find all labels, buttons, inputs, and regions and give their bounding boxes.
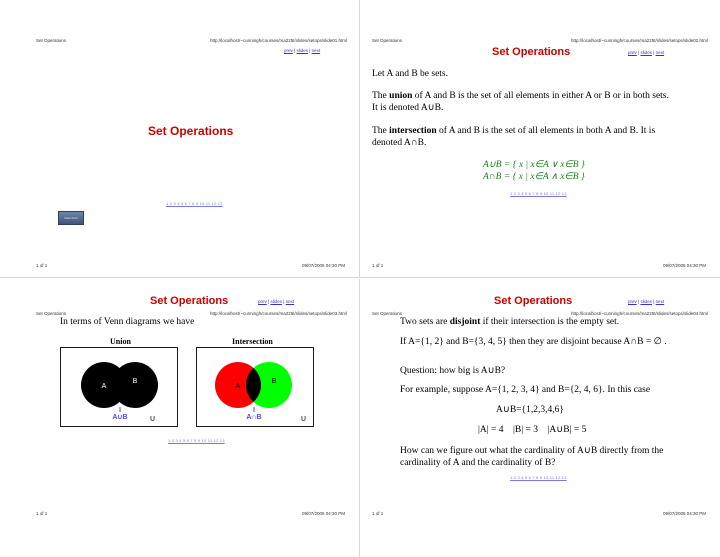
slide-nav: prev | slides | next (258, 299, 295, 304)
next-link[interactable]: next (655, 50, 665, 55)
print-header-url: http://localhost/~cunningh/courses/ma225t/slides/setops/slide01.html (210, 38, 347, 43)
slide-pager[interactable]: 1 2 3 4 5 6 7 8 9 10 11 12 13 (510, 475, 567, 480)
slides-link[interactable]: slides (270, 299, 282, 304)
print-footer-page: 1 of 1 (372, 263, 384, 268)
print-header-title: Set Operations (372, 311, 403, 316)
union-venn-diagram (60, 347, 178, 427)
logo-image: MassTech (58, 211, 84, 225)
venn-intro: In terms of Venn diagrams we have (60, 317, 195, 327)
set-b-circle (112, 362, 158, 408)
cardinality-values: |A| = 4 |B| = 3 |A∪B| = 5 (478, 425, 587, 435)
paragraph-cardinality-question: How can we figure out what the cardinality of A∪B directly from the cardinality of A and the cardinality of B? (400, 446, 664, 468)
universe-label: U (301, 416, 307, 423)
slide-pager[interactable]: 1 2 3 4 5 6 7 8 9 10 11 12 13 (166, 201, 223, 206)
next-link[interactable]: next (655, 299, 665, 304)
set-b-label: B (132, 378, 138, 385)
paragraph-union: The union of A and B is the set of all elements in either A or B or in both sets. It is denoted A∪B. (372, 91, 669, 113)
print-footer-timestamp: 09/07/2005 04:30 PM (301, 263, 345, 268)
prev-link[interactable]: prev (628, 50, 637, 55)
print-footer-timestamp: 09/07/2005 04:30 PM (662, 511, 706, 516)
prev-link[interactable]: prev (284, 48, 293, 53)
set-a-label: A (101, 383, 107, 390)
slide-nav: prev | slides | next (284, 48, 321, 53)
print-header-url: http://localhost/~cunningh/courses/ma225t/slides/setops/slide03.html (210, 311, 347, 316)
slide-page-4 (360, 279, 720, 557)
print-footer-timestamp: 09/07/2005 04:30 PM (301, 511, 345, 516)
print-header-title: Set Operations (36, 311, 67, 316)
union-definition: A∪B = { x | x∈A ∨ x∈B } (483, 160, 585, 170)
paragraph-disjoint: Two sets are disjoint if their intersection is the empty set. (400, 317, 620, 327)
slides-link[interactable]: slides (640, 50, 652, 55)
prev-link[interactable]: prev (628, 299, 637, 304)
print-header-title: Set Operations (372, 38, 403, 43)
intersection-result-label: A∩B (246, 414, 262, 421)
slide-title: Set Operations (494, 295, 573, 307)
print-footer-page: 1 of 1 (36, 263, 48, 268)
universe-label: U (150, 416, 156, 423)
print-footer-page: 1 of 1 (372, 511, 384, 516)
slides-link[interactable]: slides (296, 48, 308, 53)
slide-pager[interactable]: 1 2 3 4 5 6 7 8 9 10 11 12 13 (168, 438, 225, 443)
slide-page-1 (0, 0, 360, 278)
print-footer-page: 1 of 1 (36, 511, 48, 516)
print-footer-timestamp: 09/07/2005 04:30 PM (662, 263, 706, 268)
paragraph-intersection: The intersection of A and B is the set of all elements in both A and B. It is denoted A∩B. (372, 126, 656, 148)
slide-page-3 (0, 279, 360, 557)
intersection-label: Intersection (232, 337, 273, 346)
slide-nav: prev | slides | next (628, 50, 665, 55)
slides-link[interactable]: slides (640, 299, 652, 304)
union-result: A∪B={1,2,3,4,6} (496, 405, 564, 415)
union-result-label: A∪B (112, 414, 128, 421)
set-b-label: B (271, 378, 277, 385)
print-header-url: http://localhost/~cunningh/courses/ma225t/slides/setops/slide04.html (571, 311, 708, 316)
print-header-url: http://localhost/~cunningh/courses/ma225t/slides/setops/slide02.html (571, 38, 708, 43)
set-a-label: A (235, 383, 241, 390)
slide-page-2 (360, 0, 720, 278)
paragraph-question: Question: how big is A∪B? (400, 366, 506, 376)
slide-nav: prev | slides | next (628, 299, 665, 304)
prev-link[interactable]: prev (258, 299, 267, 304)
slide-pager[interactable]: 1 2 3 4 5 6 7 8 9 10 11 12 13 (510, 191, 567, 196)
next-link[interactable]: next (311, 48, 321, 53)
intersection-venn-diagram (196, 347, 314, 427)
intersection-definition: A∩B = { x | x∈A ∧ x∈B } (483, 172, 585, 182)
next-link[interactable]: next (285, 299, 295, 304)
slide-title: Set Operations (148, 124, 234, 138)
paragraph-example: For example, suppose A={1, 2, 3, 4} and B={2, 4, 6}. In this case (400, 385, 651, 395)
paragraph-sets: Let A and B be sets. (372, 69, 448, 79)
slide-title: Set Operations (492, 46, 571, 58)
paragraph-disjoint-example: If A={1, 2} and B={3, 4, 5} then they are disjoint because A∩B = ∅ . (400, 337, 667, 347)
slide-title: Set Operations (150, 295, 229, 307)
union-label: Union (110, 337, 131, 346)
print-header-title: Set Operations (36, 38, 67, 43)
